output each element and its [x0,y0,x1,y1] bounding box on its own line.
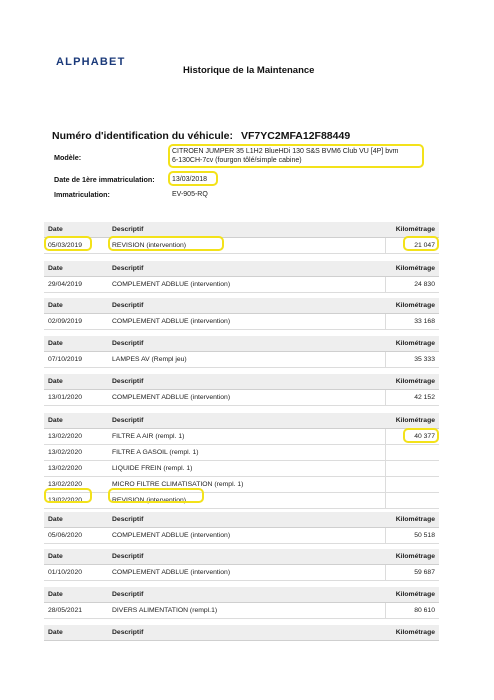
model-line-2: 6-130CH-7cv (fourgon tôlé/simple cabine) [172,157,302,164]
table-row [44,603,439,619]
model-label: Modèle: [54,153,82,162]
vin-line [52,130,350,142]
row-descriptif: COMPLEMENT ADBLUE (intervention) [112,394,231,401]
km-column-divider [385,238,386,253]
reg-date-highlight [168,171,218,186]
header-descriptif: Descriptif [112,629,144,636]
km-column-divider [385,277,386,292]
row-kilometrage: 42 152 [414,394,435,401]
row-date: 01/10/2020 [48,569,83,576]
model-highlight [168,144,424,168]
row-kilometrage: 50 518 [414,532,435,539]
km-column-divider [385,603,386,618]
maintenance-entry [44,625,439,641]
vin-label: Numéro d'identification du véhicule: [52,130,234,142]
header-date: Date [48,226,63,233]
header-kilometrage: Kilométrage [395,265,435,272]
table-row [44,477,439,493]
maintenance-entry [44,512,439,544]
table-header [44,625,439,641]
row-date: 28/05/2021 [48,607,83,614]
maintenance-entry [44,336,439,368]
table-header [44,587,439,603]
header-descriptif: Descriptif [112,417,144,424]
plate-label: Immatriculation: [54,190,110,199]
header-date: Date [48,553,63,560]
header-descriptif: Descriptif [112,265,144,272]
table-row [44,445,439,461]
table-header [44,336,439,352]
row-descriptif: COMPLEMENT ADBLUE (intervention) [112,281,231,288]
header-descriptif: Descriptif [112,302,144,309]
header-descriptif: Descriptif [112,226,144,233]
row-date: 05/06/2020 [48,532,83,539]
header-descriptif: Descriptif [112,340,144,347]
header-date: Date [48,591,63,598]
row-date: 02/09/2019 [48,318,83,325]
reg-date-value: 13/03/2018 [172,176,208,183]
km-column-divider [385,390,386,405]
table-row [44,565,439,581]
maintenance-entry [44,222,439,254]
row-date: 13/02/2020 [48,449,83,456]
row-kilometrage: 33 168 [414,318,435,325]
header-kilometrage: Kilométrage [395,340,435,347]
header-kilometrage: Kilométrage [395,226,435,233]
header-descriptif: Descriptif [112,591,144,598]
header-kilometrage: Kilométrage [395,378,435,385]
reg-date-label: Date de 1ère immatriculation: [54,175,155,184]
row-kilometrage: 24 830 [414,281,435,288]
plate-value: EV-905-RQ [172,191,208,198]
header-date: Date [48,265,63,272]
row-date: 13/02/2020 [48,497,83,504]
row-descriptif: REVISION (intervention) [112,497,187,504]
row-date: 05/03/2019 [48,242,83,249]
maintenance-entry [44,298,439,330]
km-column-divider [385,445,386,460]
maintenance-entry [44,413,439,509]
header-descriptif: Descriptif [112,553,144,560]
header-date: Date [48,516,63,523]
table-header [44,413,439,429]
row-descriptif: COMPLEMENT ADBLUE (intervention) [112,532,231,539]
table-row [44,277,439,293]
row-descriptif: FILTRE A AIR (rempl. 1) [112,433,185,440]
desc-highlight-2 [108,488,204,503]
header-kilometrage: Kilométrage [395,516,435,523]
row-descriptif: COMPLEMENT ADBLUE (intervention) [112,569,231,576]
table-row [44,528,439,544]
row-kilometrage: 35 333 [414,356,435,363]
km-column-divider [385,352,386,367]
table-header [44,512,439,528]
km-column-divider [385,565,386,580]
row-date: 29/04/2019 [48,281,83,288]
brand-logo: ALPHABET [56,56,126,68]
table-header [44,298,439,314]
header-kilometrage: Kilométrage [395,591,435,598]
maintenance-entry [44,261,439,293]
km-highlight-2 [403,428,439,443]
km-column-divider [385,429,386,444]
row-descriptif: REVISION (intervention) [112,242,187,249]
header-date: Date [48,417,63,424]
header-date: Date [48,340,63,347]
header-date: Date [48,378,63,385]
row-date: 13/02/2020 [48,433,83,440]
table-header [44,549,439,565]
maintenance-entry [44,549,439,581]
table-row [44,461,439,477]
km-column-divider [385,461,386,476]
header-kilometrage: Kilométrage [395,553,435,560]
row-descriptif: FILTRE A GASOIL (rempl. 1) [112,449,199,456]
row-kilometrage: 59 687 [414,569,435,576]
header-kilometrage: Kilométrage [395,417,435,424]
model-line-1: CITROEN JUMPER 35 L1H2 BlueHDi 130 S&S BVM6 Club VU [4P] bvm [172,148,399,155]
header-kilometrage: Kilométrage [395,629,435,636]
table-row [44,390,439,406]
table-row [44,314,439,330]
date-highlight-2 [44,488,92,503]
vin-value: VF7YC2MFA12F88449 [241,130,351,142]
km-column-divider [385,314,386,329]
header-date: Date [48,302,63,309]
row-descriptif: MICRO FILTRE CLIMATISATION (rempl. 1) [112,481,244,488]
row-descriptif: LIQUIDE FREIN (rempl. 1) [112,465,193,472]
maintenance-entry [44,374,439,406]
row-descriptif: COMPLEMENT ADBLUE (intervention) [112,318,231,325]
row-kilometrage: 21 047 [414,242,435,249]
row-date: 13/01/2020 [48,394,83,401]
maintenance-entry [44,587,439,619]
table-row [44,238,439,254]
km-highlight-1 [403,236,439,251]
header-kilometrage: Kilométrage [395,302,435,309]
table-header [44,222,439,238]
row-date: 13/02/2020 [48,481,83,488]
table-header [44,374,439,390]
row-kilometrage: 80 610 [414,607,435,614]
row-descriptif: DIVERS ALIMENTATION (rempl.1) [112,607,218,614]
table-row [44,352,439,368]
header-date: Date [48,629,63,636]
table-row [44,493,439,509]
km-column-divider [385,528,386,543]
header-descriptif: Descriptif [112,378,144,385]
table-row [44,429,439,445]
table-header [44,261,439,277]
header-descriptif: Descriptif [112,516,144,523]
page-title: Historique de la Maintenance [183,65,315,76]
date-highlight-1 [44,236,92,251]
row-date: 13/02/2020 [48,465,83,472]
row-descriptif: LAMPES AV (Rempl jeu) [112,356,187,363]
desc-highlight-1 [108,236,224,251]
row-date: 07/10/2019 [48,356,83,363]
km-column-divider [385,493,386,508]
km-column-divider [385,477,386,492]
row-kilometrage: 40 377 [414,433,435,440]
